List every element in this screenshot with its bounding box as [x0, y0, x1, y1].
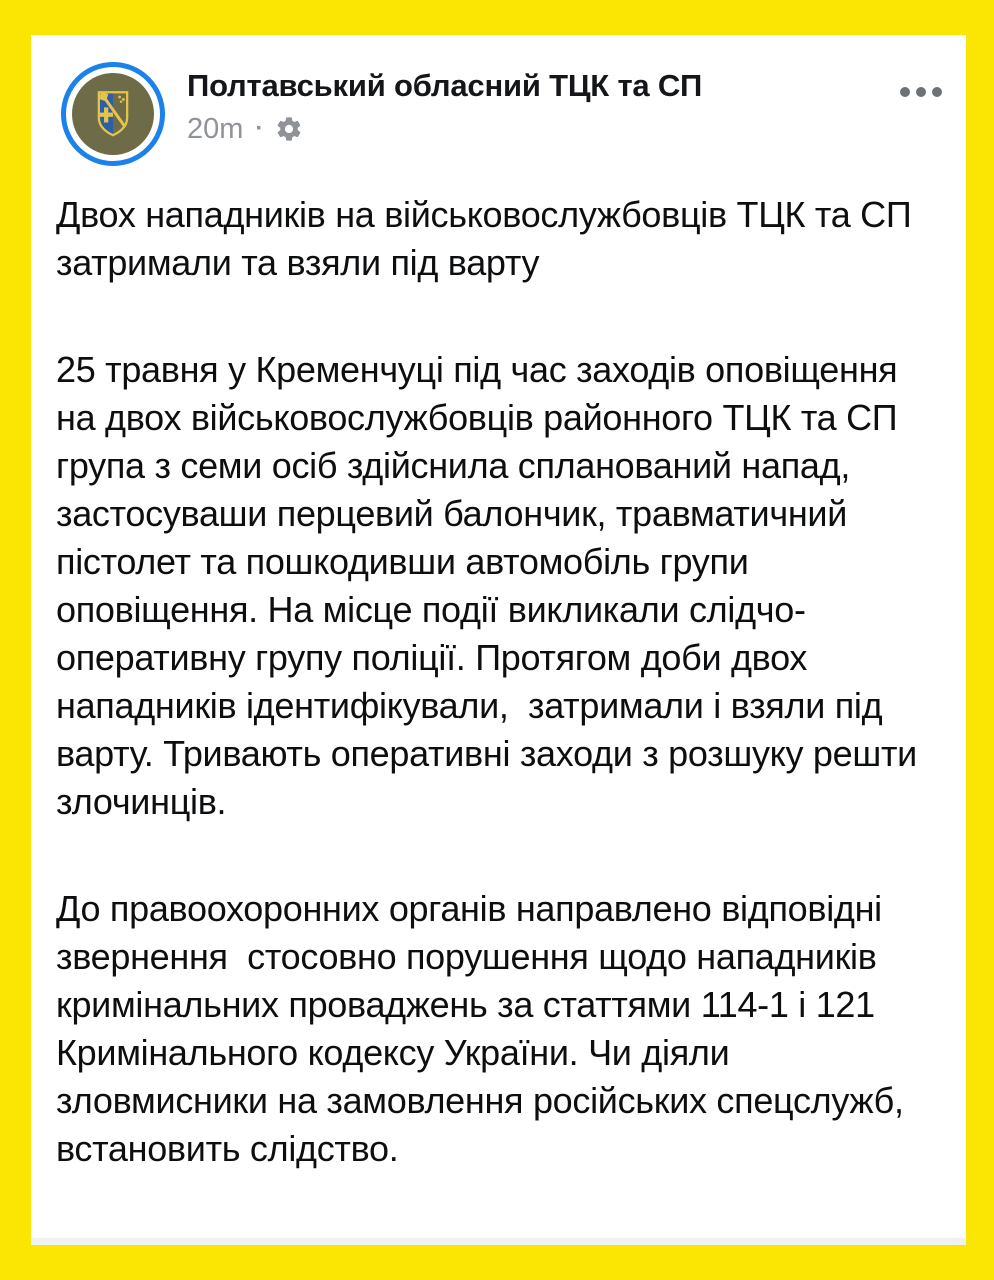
- post-body: [31, 191, 966, 1173]
- timestamp[interactable]: 20m: [187, 112, 244, 145]
- post-header: [31, 35, 966, 166]
- ellipsis-dot: [900, 87, 910, 97]
- divider: [31, 1238, 966, 1245]
- post-text-paragraph: До правоохоронних органів направлено відповідні звернення стосовно порушення щодо нападників кримінальних проваджень за статтями 114-1 і 121 Кримінального кодексу України. Чи діяли зловмисники на замовлення російських спецслужб, встановить слідство.: [56, 888, 914, 1169]
- meta-separator: ·: [255, 115, 264, 143]
- post-text-paragraph: Двох нападників на військовослужбовців ТЦК та СП затримали та взяли під варту: [56, 194, 922, 283]
- post-card: [31, 35, 966, 1245]
- post-text-paragraph: 25 травня у Кременчуці під час заходів оповіщення на двох військовослужбовців районного ТЦК та СП група з семи осіб здійснила спланований напад, застосуваши перцевий балончик, травматичний пістолет та пошкодивши автомобіль групи оповіщення. На місце події викликали слідчо-оперативну групу поліції. Протягом доби двох нападників ідентифікували, затримали і взяли під варту. Тривають оперативні заходи з розшуку решти злочинців.: [56, 349, 927, 822]
- gear-icon: [275, 115, 303, 143]
- ellipsis-dot: [916, 87, 926, 97]
- post-meta: [187, 113, 702, 146]
- ellipsis-dot: [932, 87, 942, 97]
- page-name[interactable]: Полтавський обласний ТЦК та СП: [187, 68, 703, 103]
- post-menu-button[interactable]: [888, 77, 948, 107]
- military-shield-emblem-icon: [96, 89, 130, 139]
- avatar[interactable]: [61, 62, 165, 166]
- header-text: [187, 62, 702, 146]
- avatar-background: [72, 73, 154, 155]
